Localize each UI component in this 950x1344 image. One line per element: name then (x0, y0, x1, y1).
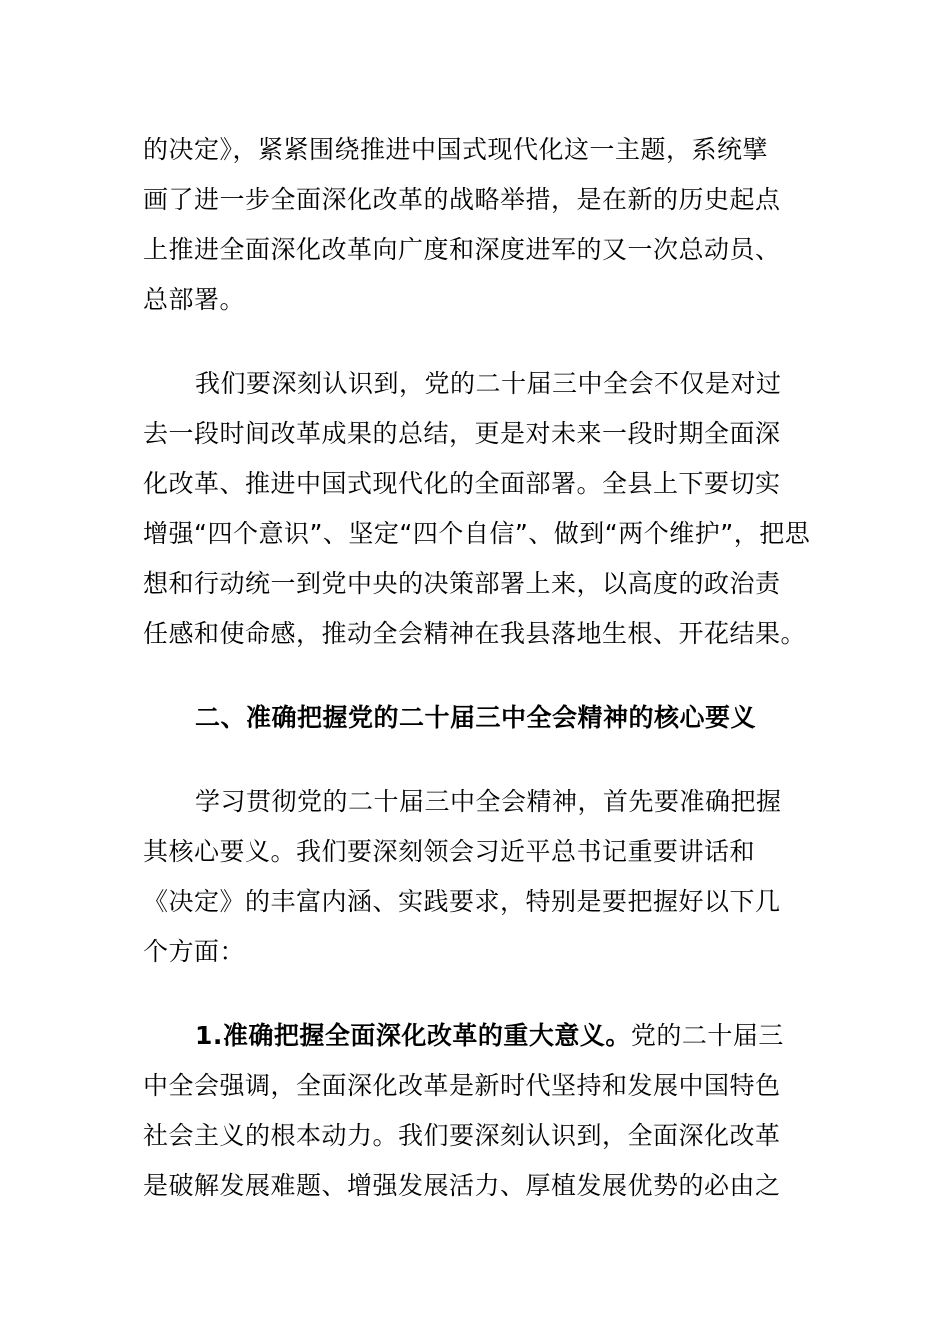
paragraph-4-line-1 (195, 1020, 784, 1052)
paragraph-2-line-3: 化改革、推进中国式现代化的全面部署。全县上下要切实 (143, 469, 781, 498)
paragraph-1-line-1: 的决定》，紧紧围绕推进中国式现代化这一主题，系统擘 (143, 135, 769, 164)
paragraph-1-line-3: 上推进全面深化改革向广度和深度进军的又一次总动员、 (143, 235, 781, 264)
paragraph-2-line-4: 增强“四个意识”、坚定“四个自信”、做到“两个维护”，把思 (143, 519, 811, 548)
paragraph-1-line-2: 画了进一步全面深化改革的战略举措，是在新的历史起点 (143, 185, 781, 214)
paragraph-3-line-1: 学习贯彻党的二十届三中全会精神，首先要准确把握 (195, 787, 782, 816)
paragraph-2-line-6: 任感和使命感，推动全会精神在我县落地生根、开花结果。 (143, 619, 807, 648)
paragraph-2-line-2: 去一段时间改革成果的总结，更是对未来一段时期全面深 (143, 419, 781, 448)
paragraph-2-line-1: 我们要深刻认识到，党的二十届三中全会不仅是对过 (195, 369, 782, 398)
paragraph-3-line-3: 《决定》的丰富内涵、实践要求，特别是要把握好以下几 (143, 887, 781, 916)
paragraph-4-bold-lead: 1.准确把握全面深化改革的重大意义。 (195, 1021, 631, 1050)
paragraph-2-line-5: 想和行动统一到党中央的决策部署上来，以高度的政治责 (143, 569, 781, 598)
paragraph-4-line-4: 是破解发展难题、增强发展活力、厚植发展优势的必由之 (143, 1171, 781, 1200)
paragraph-4-first-rest: 党的二十届三 (630, 1021, 784, 1050)
paragraph-3-line-4: 个方面： (143, 937, 246, 966)
paragraph-4-line-3: 社会主义的根本动力。我们要深刻认识到，全面深化改革 (143, 1121, 781, 1150)
paragraph-3-line-2: 其核心要义。我们要深刻领会习近平总书记重要讲话和 (143, 837, 756, 866)
paragraph-1-line-4: 总部署。 (143, 285, 246, 314)
section-heading-2: 二、准确把握党的二十届三中全会精神的核心要义 (195, 703, 757, 732)
paragraph-4-line-2: 中全会强调，全面深化改革是新时代坚持和发展中国特色 (143, 1071, 781, 1100)
